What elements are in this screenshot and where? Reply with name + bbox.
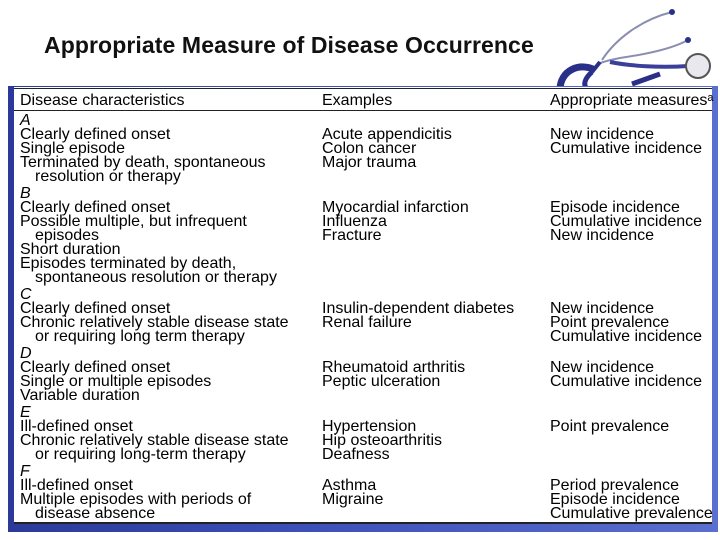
example-cell: Peptic ulceration bbox=[322, 373, 441, 390]
characteristic-cell: Single or multiple episodes bbox=[20, 373, 212, 390]
measure-cell: New incidence bbox=[550, 359, 655, 376]
measure-cell: New incidence bbox=[550, 126, 655, 143]
example-cell: Asthma bbox=[322, 477, 377, 494]
characteristic-cell: Short duration bbox=[20, 241, 121, 258]
characteristic-cell: or requiring long term therapy bbox=[35, 328, 245, 345]
top-rule bbox=[14, 88, 712, 89]
example-cell: Influenza bbox=[322, 213, 387, 230]
characteristic-cell: Clearly defined onset bbox=[20, 199, 171, 216]
characteristic-cell: Chronic relatively stable disease state bbox=[20, 432, 289, 449]
table-body bbox=[14, 114, 712, 521]
section-letter: F bbox=[20, 463, 30, 480]
section-letter: E bbox=[20, 404, 31, 421]
characteristic-cell: Clearly defined onset bbox=[20, 359, 171, 376]
measure-cell: Cumulative incidence bbox=[550, 140, 703, 157]
characteristic-cell: Single episode bbox=[20, 140, 125, 157]
example-cell: Colon cancer bbox=[322, 140, 417, 157]
measure-cell: Episode incidence bbox=[550, 199, 680, 216]
characteristic-cell: Terminated by death, spontaneous bbox=[20, 154, 266, 171]
example-cell: Rheumatoid arthritis bbox=[322, 359, 466, 376]
example-cell: Insulin-dependent diabetes bbox=[322, 300, 515, 317]
measure-cell: New incidence bbox=[550, 227, 655, 244]
section-letter: D bbox=[20, 345, 32, 362]
header-characteristics: Disease characteristics bbox=[20, 92, 185, 109]
example-cell: Renal failure bbox=[322, 314, 412, 331]
characteristic-cell: resolution or therapy bbox=[35, 168, 181, 185]
characteristic-cell: episodes bbox=[35, 227, 100, 244]
header-rule bbox=[14, 110, 712, 111]
example-cell: Acute appendicitis bbox=[322, 126, 452, 143]
measure-cell: Point prevalence bbox=[550, 314, 670, 331]
measure-cell: Period prevalence bbox=[550, 477, 679, 494]
table-row bbox=[14, 271, 712, 285]
table-row bbox=[14, 330, 712, 344]
measure-cell: Cumulative incidence bbox=[550, 328, 703, 345]
measure-cell: Cumulative prevalence bbox=[550, 505, 713, 522]
bottom-rule bbox=[14, 522, 712, 524]
characteristic-cell: Variable duration bbox=[20, 387, 140, 404]
stethoscope-icon bbox=[520, 0, 720, 90]
section-letter: A bbox=[20, 112, 31, 129]
section-letter: B bbox=[20, 185, 31, 202]
header-measures: Appropriate measuresᵃ bbox=[550, 92, 714, 109]
characteristic-cell: Multiple episodes with periods of bbox=[20, 491, 252, 508]
table-row bbox=[14, 507, 712, 521]
example-cell: Hypertension bbox=[322, 418, 417, 435]
header-examples: Examples bbox=[322, 92, 393, 109]
example-cell: Fracture bbox=[322, 227, 382, 244]
table-header bbox=[14, 94, 712, 108]
table-row bbox=[14, 389, 712, 403]
measure-cell: Cumulative incidence bbox=[550, 373, 703, 390]
measure-cell: Cumulative incidence bbox=[550, 213, 703, 230]
characteristic-cell: Ill-defined onset bbox=[20, 418, 133, 435]
example-cell: Myocardial infarction bbox=[322, 199, 469, 216]
characteristic-cell: spontaneous resolution or therapy bbox=[35, 269, 277, 286]
measures-table-sheet bbox=[14, 87, 712, 524]
example-cell: Hip osteoarthritis bbox=[322, 432, 443, 449]
characteristic-cell: or requiring long-term therapy bbox=[35, 446, 246, 463]
characteristic-cell: disease absence bbox=[35, 505, 156, 522]
characteristic-cell: Possible multiple, but infrequent bbox=[20, 213, 247, 230]
characteristic-cell: Clearly defined onset bbox=[20, 300, 171, 317]
table-row bbox=[14, 170, 712, 184]
measure-cell: Episode incidence bbox=[550, 491, 680, 508]
measure-cell: Point prevalence bbox=[550, 418, 670, 435]
slide-title: Appropriate Measure of Disease Occurrence bbox=[44, 32, 534, 58]
section-letter: C bbox=[20, 286, 32, 303]
characteristic-cell: Chronic relatively stable disease state bbox=[20, 314, 289, 331]
example-cell: Deafness bbox=[322, 446, 390, 463]
example-cell: Major trauma bbox=[322, 154, 417, 171]
table-row bbox=[14, 448, 712, 462]
characteristic-cell: Episodes terminated by death, bbox=[20, 255, 237, 272]
characteristic-cell: Ill-defined onset bbox=[20, 477, 133, 494]
measure-cell: New incidence bbox=[550, 300, 655, 317]
characteristic-cell: Clearly defined onset bbox=[20, 126, 171, 143]
example-cell: Migraine bbox=[322, 491, 384, 508]
